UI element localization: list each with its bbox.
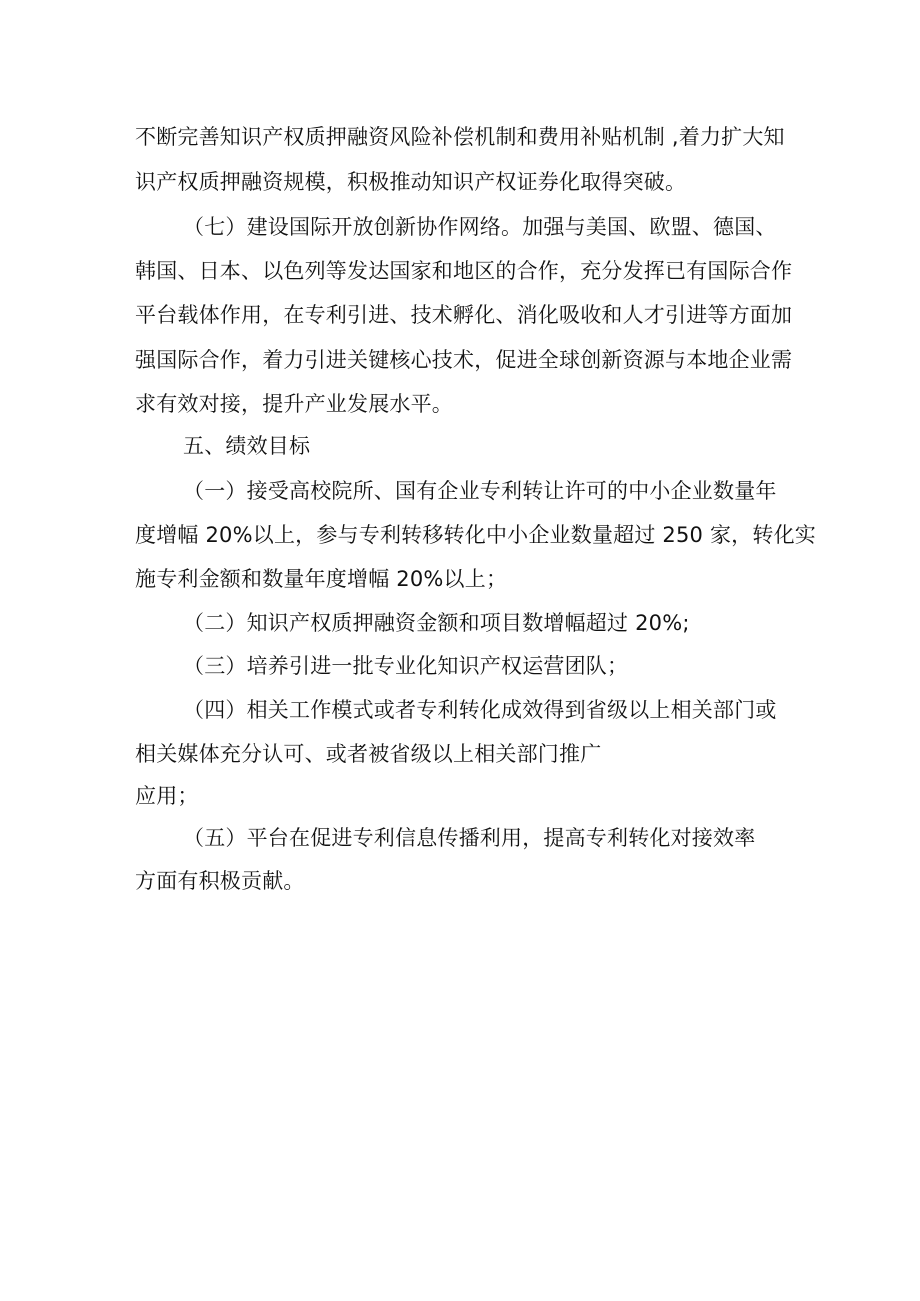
text-line-1: 不断完善知识产权质押融资风险补偿机制和费用补贴机制 ,着力扩大知 bbox=[135, 125, 785, 149]
text-line-11: 施专利金额和数量年度增幅 20%以上； bbox=[135, 567, 508, 591]
section-heading: 五、绩效目标 bbox=[183, 434, 311, 458]
text-line-13: （三）培养引进一批专业化知识产权运营团队； bbox=[183, 654, 629, 678]
text-line-6: 强国际合作，着力引进关键核心技术，促进全球创新资源与本地企业需 bbox=[135, 348, 793, 372]
text-line-4: 韩国、日本、以色列等发达国家和地区的合作，充分发挥已有国际合作 bbox=[135, 259, 793, 283]
text-line-3: （七）建设国际开放创新协作网络。加强与美国、欧盟、德国、 bbox=[183, 215, 777, 239]
text-line-12: （二）知识产权质押融资金额和项目数增幅超过 20%; bbox=[183, 611, 690, 635]
text-line-2: 识产权质押融资规模，积极推动知识产权证券化取得突破。 bbox=[135, 170, 687, 194]
text-line-14: （四）相关工作模式或者专利转化成效得到省级以上相关部门或 bbox=[183, 698, 777, 722]
text-line-7: 求有效对接，提升产业发展水平。 bbox=[135, 392, 453, 416]
text-line-5: 平台载体作用，在专利引进、技术孵化、消化吸收和人才引进等方面加 bbox=[135, 303, 793, 327]
text-line-17: （五）平台在促进专利信息传播利用，提高专利转化对接效率 bbox=[183, 826, 756, 850]
text-line-9: （一）接受高校院所、国有企业专利转让许可的中小企业数量年 bbox=[183, 479, 777, 503]
text-line-18: 方面有积极贡献。 bbox=[135, 869, 305, 893]
text-line-16: 应用； bbox=[135, 784, 199, 808]
text-line-15: 相关媒体充分认可、或者被省级以上相关部门推广 bbox=[135, 742, 602, 766]
text-line-10: 度增幅 20%以上，参与专利转移转化中小企业数量超过 250 家，转化实 bbox=[135, 523, 816, 547]
